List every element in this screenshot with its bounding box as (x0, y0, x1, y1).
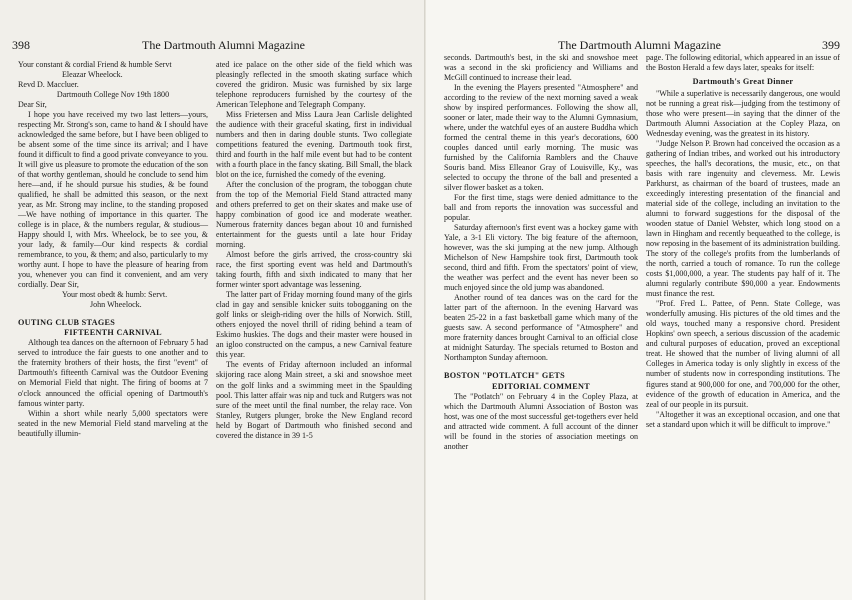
dateline: Dartmouth College Nov 19th 1800 (56, 90, 170, 100)
salutation: Dear Sir, (18, 100, 47, 110)
article-paragraph: Another round of tea dances was on the card for the latter part of the afternoon. In the evening Harvard was beaten 25-22 in a fast basketball game which many of the guests saw. A second performance of "Atmosphere" and more fraternity dances brought Carnival to an official close at midnight Saturday. The specials returned to Boston and Northampton Sunday afternoon. (444, 293, 638, 363)
recipient: Revd D. Maccluer. (18, 80, 79, 90)
left-column-1 (18, 60, 208, 439)
closing-signature: Eleazar Wheelock. (62, 70, 123, 80)
article-paragraph: "Prof. Fred L. Pattee, of Penn. State College, was wonderfully amusing. His pictures of the old times and the old ways, touched many a responsive chord. President Hopkins' own speech, a serious discussion of the academic and cultural purposes of education, proved an exceptional treat. He showed that the number of living alumni of all Colleges in America today is only slightly in excess of the number of students now in corresponding institutions. The figures stand at 900,000 for one, and 700,000 for the other, evidence of the growth of education in America, and the zeal of our people in its pursuit. (646, 299, 840, 409)
article-paragraph: The "Potlatch" on February 4 in the Copley Plaza, at which the Dartmouth Alumni Association of Boston was host, was one of the most successful get-togethers ever held and attracted wide comment. A full account of the dinner will be found in the stories of association meetings on another (444, 391, 638, 451)
article-paragraph: Within a short while nearly 5,000 spectators were seated in the new Memorial Field stand marveling at the beautifully illumin- (18, 408, 208, 438)
left-column-2 (216, 60, 412, 441)
editorial-heading: Dartmouth's Great Dinner (692, 77, 794, 87)
running-title: The Dartmouth Alumni Magazine (142, 38, 305, 52)
article-paragraph: "Altogether it was an exceptional occasion, and one that set a standard upon which it will be difficult to improve." (646, 409, 840, 429)
article-paragraph: "While a superlative is necessarily dangerous, one would not be running a great risk—judging from the testimony of those who were present—in saying that the dinner of the Dartmouth Alumni Association at the Copley Plaza, on Wednesday evening, was the greatest in its history. (646, 89, 840, 139)
right-column-2 (646, 53, 840, 430)
running-title: The Dartmouth Alumni Magazine (558, 38, 721, 52)
letter-closing: Your most obedt & humb: Servt. (62, 290, 168, 300)
section-subheading: EDITORIAL COMMENT (492, 381, 590, 391)
article-paragraph: Miss Frietersen and Miss Laura Jean Carlisle delighted the audience with their graceful skating, first in individual numbers and then in daring double stunts. Two collegiate competitions featured the evening. Dartmouth took first, third and fourth in the half mile event but had to be content with a fourth place in the fancy skating. Bill Small, the black blot on the ice, furnished the comedy of the evening. (216, 110, 412, 180)
article-paragraph: page. The following editorial, which appeared in an issue of the Boston Herald a few days later, speaks for itself: (646, 53, 840, 73)
article-paragraph: For the first time, stags were denied admittance to the ball and from reports the innovation was successful and popular. (444, 193, 638, 223)
article-paragraph: Although tea dances on the afternoon of February 5 had served to introduce the fair guests to one another and to the fraternity brothers of their hosts, the first "event" of Dartmouth's fifteenth Carnival was the Outdoor Evening on Memorial Field that night. The firing of booms at 7 o'clock announced the official opening of Dartmouth's famous winter party. (18, 338, 208, 408)
letter-body: I hope you have received my two last letters—yours, respecting Mr. Strong's son, came to hand & I should have acknowledged the same before, but I have been obliged to be absent some of the time since its arrival; and I have found it difficult to find a good private conveyance to you. It will give us pleasure to promote the education of the son of that worthy gentleman, should he conclude to send him here—and, if he should pursue his studies, & be found qualified, he shall be admitted this season, or the next year, as Mr. Strong may incline, to the standing proposed—We have nothing of importance in this quarter. The college is in place, & the numbers regular, & studious—Happy should I, with Mrs. Wheelock, be to see you, & your lady, & family—Our kind respects & cordial remembrance, to you, & them; and also, particularly to my worthy aunt. I hope to have the pleasure of hearing from you, whenever you can find it convenient, and am very cordially. Dear Sir, (18, 110, 208, 290)
right-column-1 (444, 53, 638, 452)
closing: Your constant & cordial Friend & humble Servt (18, 60, 172, 69)
article-paragraph: Saturday afternoon's first event was a hockey game with Yale, a 3-1 Eli victory. The big feature of the afternoon, however, was the ski jumping at the new jump. Although Michelson of New Hampshire took first, Dartmouth took second, third and fifth. From the spectators' point of view, the weather was perfect and the event has never been so much enjoyed since the old jump was abandoned. (444, 223, 638, 293)
article-paragraph: "Judge Nelson P. Brown had conceived the occasion as a gathering of Indian tribes, and worked out his introductory speeches, the hall's decorations, the music, etc., on that basis with rare ingenuity and cleverness. Mr. Lewis Parkhurst, as chairman of the board of trustees, made an exceedingly interesting presentation of the financial and material side of the college, including an invitation to the alumni to forward suggestions for the disposal of the wooden statue of Daniel Webster, which long stood on a lawn in Hingham and recently bequeathed to the college, is now reposing in the basement of its administration building. The story of the college's profits from the lumberlands of the north, carried a touch of romance. To run the college costs $1,000,000, a year. The students pay half of it. The alumni regularly contribute $90,000 a year. Endowments must finance the rest. (646, 139, 840, 299)
right-page (426, 0, 852, 600)
article-paragraph: In the evening the Players presented "Atmosphere" and according to the review of the next morning saved a weak show by inspired performances. Following the show all, sooner or later, made their way to the Alumni Gymnasium, where, under the watchful eyes of an austere Buddha which formed the central theme in this year's decorations, 600 couples danced until early morning. The music was furnished by the California Ramblers and the Chauve Souris band. Miss Elleanor Gray of Louisville, Ky., was selected to occupy the throne of the ball and presented a silver flower basket as a token. (444, 83, 638, 193)
article-paragraph: ated ice palace on the other side of the field which was pleasingly reflected in the smooth skating surface which covered the gridiron. Music was furnished by six large telephone reproducers furnished by the courtesy of the American Telephone and Telegraph Company. (216, 60, 412, 110)
article-paragraph: After the conclusion of the program, the toboggan chute from the top of the Memorial Field Stand attracted many and others preferred to get on their skates and make use of happy combination of good ice and moderate weather. Numerous fraternity dances began about 10 and furnished entertainment for the guests until a late hour Friday morning. (216, 180, 412, 250)
article-paragraph: The events of Friday afternoon included an informal skijoring race along Main street, a ski and snowshoe meet on the golf links and a swimming meet in the Spaulding pool. This latter affair was nip and tuck and Rutgers was not sure of the meet until the final number, the relay race. Von Stanley, Rutgers plunger, broke the New England record held by Bogart of Dartmouth who finished second and covered the distance in 39 1-5 (216, 360, 412, 440)
article-paragraph: seconds. Dartmouth's best, in the ski and snowshoe meet was a second in the ski proficiency and Williams and McGill continued to increase their lead. (444, 53, 638, 83)
letter-signature: John Wheelock. (90, 300, 142, 310)
page-number: 398 (12, 38, 30, 52)
section-subheading: FIFTEENTH CARNIVAL (64, 328, 162, 338)
section-heading: OUTING CLUB STAGES (18, 318, 116, 328)
page-number: 399 (822, 38, 840, 52)
article-paragraph: The latter part of Friday morning found many of the girls clad in gay and sensible knicker suits tobogganing on the golf links or sleigh-riding over the hills of Norwich. Still, others enjoyed the novel thrill of riding behind a team of Eskimo huskies. The dogs and their master were housed in an igloo constructed on the campus, a new Carnival feature this year. (216, 290, 412, 360)
section-heading: BOSTON "POTLATCH" GETS (444, 371, 565, 381)
article-paragraph: Almost before the girls arrived, the cross-country ski race, the first sporting event was held and Dartmouth's taking fourth, fifth and sixth indicated to many that her former winter sport advantage was lessening. (216, 250, 412, 290)
